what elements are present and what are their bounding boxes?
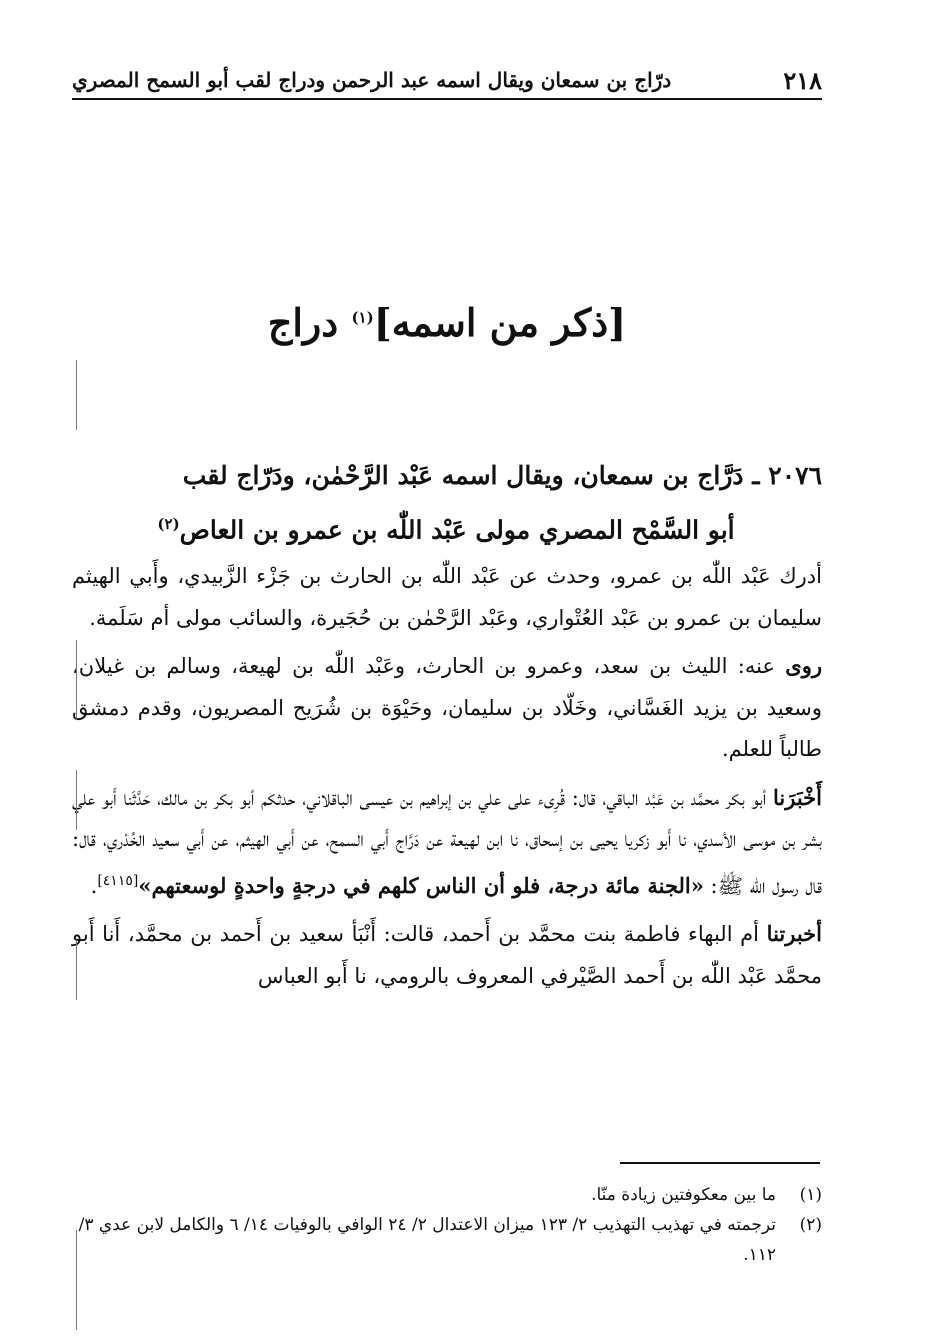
entry-heading [110,452,822,554]
running-head: درّاج بن سمعان ويقال اسمه عبد الرحمن ودراج لقب أبو السمح المصري [72,68,672,92]
paragraph-2 [72,645,822,771]
scan-margin-line [76,1230,77,1330]
footnote-rule [620,1162,820,1164]
scan-margin-line [76,640,77,720]
section-title-text: [ذكر من اسمه] [373,300,627,345]
body-text [72,556,822,1003]
paragraph-2-lead: روى [785,653,822,678]
scan-margin-line [76,940,77,1000]
footnote-1 [72,1180,822,1210]
paragraph-3-lead: أَخْبَرَنا [773,784,822,810]
paragraph-4-lead: أخبرتنا [766,921,822,946]
page-number: ٢١٨ [783,65,822,95]
section-title-name: دراج [267,300,339,345]
footnote-text: ما بين معكوفتين زيادة منّا. [591,1185,776,1205]
paragraph-3-end: . [90,873,98,898]
footnote-number: (١) [799,1185,822,1205]
scan-margin-line [76,770,77,830]
entry-heading-line2-wrap [110,500,822,554]
paragraph-3-text: أبو بكر محمَّد بن عَبْد الباقي، قال: قُرِىء على علي بن إبراهيم بن عيسى الباقلاني، حدثكم أبو بكر بن مالك، حَدَّثَنا أَبو علي بشر بن موسى الأسدي، نا أَبو زكريا يحيى بن إسحاق، نا ابن لهيعة عن دَرَّاج أَبي السمح، عن أَبي الهيثم، عن أَبي سعيد الخُدْري، قال: قال رسول الله ﷺ: [72,785,822,898]
footnote-2 [72,1210,822,1270]
entry-heading-line2: أبو السَّمْح المصري مولى عَبْد اللّٰه بن عمرو بن العاص [179,515,735,545]
paragraph-4-text: أم البهاء فاطمة بنت محمَّد بن أَحمد، قالت: أَنْبَأ سعيد بن أَحمد بن محمَّد، أَنا أَبو محمَّد عَبْد اللّٰه بن أَحمد الصَّيْرفي المعروف بالرومي، نا أَبو العباس [72,922,822,988]
scan-margin-line [76,360,77,430]
paragraph-3-hadith: «الجنة مائة درجة، فلو أن الناس كلهم في درجةٍ واحدةٍ لوسعتهم» [138,872,704,898]
entry-footnote-mark: (٢) [157,515,180,533]
paragraph-3 [72,777,822,908]
footnote-number: (٢) [799,1215,822,1235]
paragraph-2-text: عنه: الليث بن سعد، وعمرو بن الحارث، وعَبْد اللّٰه بن لهيعة، وسالم بن غيلان، وسعيد بن يزيد الغَسَّاني، وخَلّاد بن سليمان، وحَيْوَة بن شُرَيح المصريون، وقدم دمشق طالباً للعلم. [72,654,822,761]
footnotes [72,1180,822,1270]
section-title-footnote-mark: (١) [351,308,374,327]
footnote-text: ترجمته في تهذيب التهذيب ٢/ ١٢٣ ميزان الاعتدال ٢/ ٢٤ الوافي بالوفيات ١٤/ ٦ والكامل لابن عدي ٣/ ١١٢. [78,1215,776,1265]
page-header [72,62,822,100]
entry-heading-line1: ٢٠٧٦ ـ دَرَّاج بن سمعان، ويقال اسمه عَبْد الرَّحْمٰن، ودَرّاج لقب [182,461,822,490]
paragraph-1: أدرك عَبْد اللّٰه بن عمرو، وحدث عن عَبْد اللّٰه بن الحارث بن جَزْء الزَّبيدي، وأَبي الهيثم سليمان بن عمرو بن عَبْد العُتْواري، وعَبْد الرَّحْمٰن بن حُجَيرة، والسائب مولى أم سَلَمة. [72,564,822,630]
paragraph-4 [72,913,822,997]
section-title [72,300,822,345]
paragraph-3-ref: [٤١١٥] [97,872,139,889]
